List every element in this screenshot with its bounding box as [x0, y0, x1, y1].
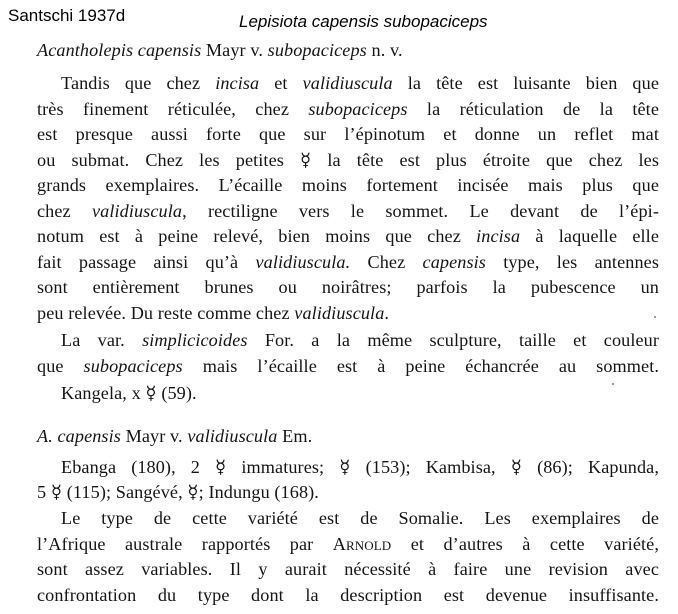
section1-var-name: subopaciceps — [267, 40, 367, 60]
body-line: notum est à peine relevé, bien moins que chez incisa à laquelle elle — [37, 226, 659, 246]
citation-label: Santschi 1937d — [8, 6, 126, 25]
body-line: l’Afrique australe rapportés par Arnold et d’autres à cette variété, — [37, 534, 659, 554]
section2-genus: A. capensis — [37, 426, 121, 446]
section2-heading — [37, 424, 659, 449]
scan-speck — [654, 316, 656, 318]
body-line: fait passage ainsi qu’à validiuscula. Chez capensis type, les antennes — [37, 252, 659, 272]
section1-genus: Acantholepis capensis — [37, 40, 202, 60]
body-line: grands exemplaires. L’écaille moins fortement incisée mais plus que — [37, 175, 659, 195]
body-line: confrontation du type dont la description est devenue insuffisante. — [37, 585, 659, 605]
body-line: ou submat. Chez les petites ☿ la tête est plus étroite que chez les — [37, 150, 659, 170]
locality-line: Kangela, x ☿ (59). — [61, 383, 197, 403]
body-line: peu relevée. Du reste comme chez validiuscula. — [37, 303, 390, 323]
section1-heading — [37, 38, 659, 63]
body-line: que subopaciceps mais l’écaille est à peine échancrée au sommet. — [37, 356, 659, 376]
taxon-title: Lepisiota capensis subopaciceps — [239, 12, 488, 31]
body-line: très finement réticulée, chez subopaciceps la réticulation de la tête — [37, 99, 659, 119]
section2-author: Mayr v. — [120, 426, 188, 446]
body-line: est presque aussi forte que sur l’épinotum et donne un reflet mat — [37, 124, 659, 144]
body-line: chez validiuscula, rectiligne vers le sommet. Le devant de l’épi- — [37, 201, 659, 221]
section1-suffix: n. v. — [366, 40, 403, 60]
body-line: sont assez variables. Il y aurait nécessité à faire une revision avec — [37, 559, 659, 579]
locality-line: Ebanga (180), 2 ☿ immatures; ☿ (153); Kambisa, ☿ (86); Kapunda, — [61, 457, 659, 477]
section2-var-name: validiuscula — [187, 426, 278, 446]
body-line: Le type de cette variété est de Somalie. Les exemplaires de — [61, 508, 659, 528]
body-line: Tandis que chez incisa et validiuscula la tête est luisante bien que — [61, 73, 659, 93]
section2-suffix: Em. — [277, 426, 313, 446]
locality-line: 5 ☿ (115); Sangévé, ☿; Indungu (168). — [37, 482, 319, 502]
body-line: La var. simplicicoides For. a la même sculpture, taille et couleur — [61, 330, 660, 350]
body-line: sont entièrement brunes ou noirâtres; parfois la pubescence un — [37, 277, 659, 297]
scan-speck — [612, 383, 614, 385]
section1-author: Mayr v. — [201, 40, 268, 60]
